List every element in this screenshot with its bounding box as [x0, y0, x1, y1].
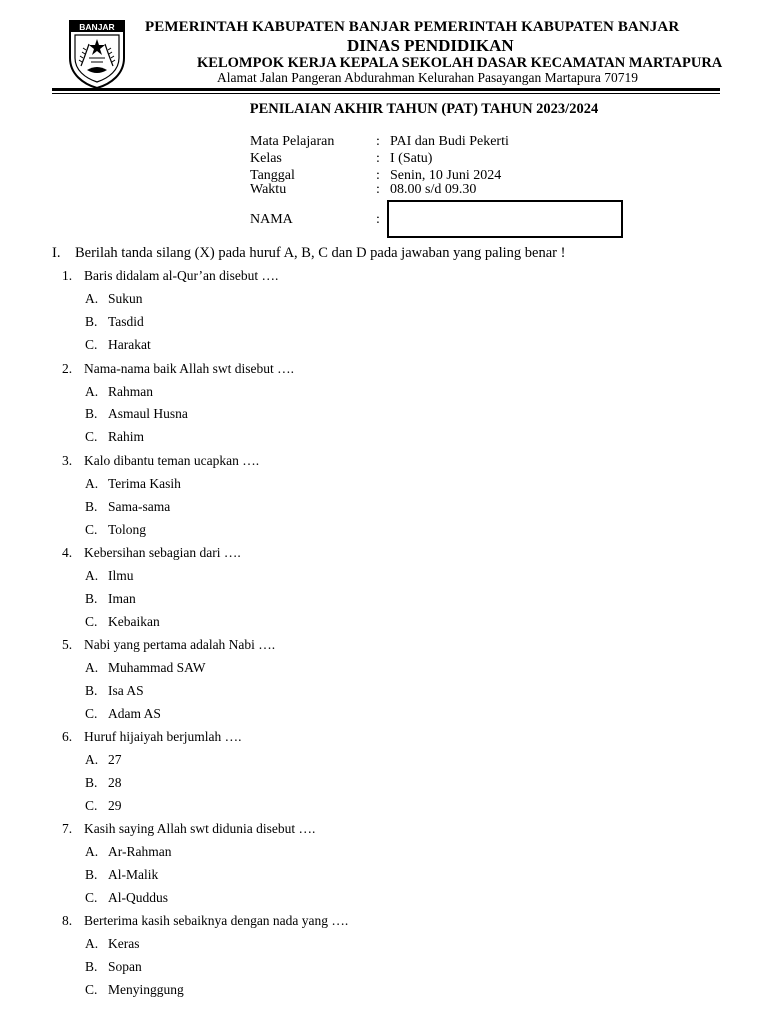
question-number: 3. [62, 453, 73, 468]
working-group-heading: KELOMPOK KERJA KEPALA SEKOLAH DASAR KECAMATAN MARTAPURA [197, 55, 723, 71]
option-text: Isa AS [108, 683, 144, 698]
question-number: 8. [62, 913, 73, 928]
option-text: Sama-sama [108, 499, 171, 514]
question-number: 2. [62, 361, 73, 376]
option-letter: C. [85, 337, 98, 352]
option-3a[interactable] [85, 476, 181, 492]
question-3 [62, 453, 259, 469]
question-7 [62, 821, 315, 837]
option-2a[interactable] [85, 384, 153, 400]
info-colon: : [376, 168, 380, 183]
info-label: Waktu [250, 182, 287, 197]
option-text: 29 [108, 798, 122, 813]
option-letter: C. [85, 614, 98, 629]
question-number: 1. [62, 268, 73, 283]
info-colon: : [376, 134, 380, 149]
option-letter: B. [85, 959, 98, 974]
question-text: Kalo dibantu teman ucapkan …. [84, 453, 260, 468]
question-2 [62, 361, 294, 377]
info-value: Senin, 10 Juni 2024 [390, 168, 502, 183]
info-label: Mata Pelajaran [250, 134, 335, 149]
option-text: Tolong [108, 522, 147, 537]
option-1c[interactable] [85, 337, 151, 353]
option-text: Iman [108, 591, 136, 606]
question-text: Nabi yang pertama adalah Nabi …. [84, 637, 276, 652]
question-text: Kasih saying Allah swt didunia disebut …. [84, 821, 316, 836]
option-text: Asmaul Husna [108, 406, 188, 421]
question-4 [62, 545, 241, 561]
exam-title [0, 101, 768, 118]
info-label: Tanggal [250, 168, 295, 183]
option-text: Kebaikan [108, 614, 160, 629]
option-1a[interactable] [85, 291, 143, 307]
option-letter: C. [85, 522, 98, 537]
option-text: Adam AS [108, 706, 161, 721]
option-8c[interactable] [85, 982, 184, 998]
option-7b[interactable] [85, 867, 158, 883]
info-value: PAI dan Budi Pekerti [390, 134, 509, 149]
government-heading: PEMERINTAH KABUPATEN BANJAR PEMERINTAH KABUPATEN BANJAR [145, 19, 680, 35]
question-6 [62, 729, 241, 745]
option-5b[interactable] [85, 683, 144, 699]
section-instruction [52, 245, 565, 262]
option-text: 28 [108, 775, 122, 790]
option-text: Keras [108, 936, 140, 951]
info-colon: : [376, 212, 380, 227]
question-number: 4. [62, 545, 73, 560]
question-1 [62, 268, 278, 284]
option-letter: C. [85, 982, 98, 997]
letterhead-rule-thin [52, 93, 720, 94]
option-5a[interactable] [85, 660, 206, 676]
option-text: Muhammad SAW [108, 660, 206, 675]
option-4c[interactable] [85, 614, 160, 630]
info-colon: : [376, 151, 380, 166]
option-4a[interactable] [85, 568, 134, 584]
option-text: 27 [108, 752, 122, 767]
logo-banner-text: BANJAR [79, 22, 115, 32]
info-label: Kelas [250, 151, 282, 166]
option-2c[interactable] [85, 429, 144, 445]
student-name-box[interactable] [387, 200, 623, 238]
option-letter: A. [85, 936, 99, 951]
option-text: Ar-Rahman [108, 844, 172, 859]
option-letter: B. [85, 591, 98, 606]
option-6c[interactable] [85, 798, 122, 814]
option-3c[interactable] [85, 522, 146, 538]
option-letter: A. [85, 568, 99, 583]
info-colon: : [376, 182, 380, 197]
section-numeral: I. [52, 245, 61, 261]
option-letter: B. [85, 775, 98, 790]
option-letter: A. [85, 291, 99, 306]
option-text: Ilmu [108, 568, 134, 583]
option-text: Rahim [108, 429, 144, 444]
option-letter: B. [85, 314, 98, 329]
option-letter: C. [85, 798, 98, 813]
agency-heading: DINAS PENDIDIKAN [347, 36, 514, 55]
question-number: 7. [62, 821, 73, 836]
option-text: Terima Kasih [108, 476, 181, 491]
question-8 [62, 913, 348, 929]
option-8a[interactable] [85, 936, 139, 952]
option-text: Harakat [108, 337, 151, 352]
option-letter: C. [85, 429, 98, 444]
option-8b[interactable] [85, 959, 142, 975]
instruction-text: Berilah tanda silang (X) pada huruf A, B, C dan D pada jawaban yang paling benar ! [75, 245, 566, 261]
option-letter: B. [85, 499, 98, 514]
option-text: Al-Quddus [108, 890, 168, 905]
option-text: Rahman [108, 384, 153, 399]
option-6a[interactable] [85, 752, 122, 768]
shield-emblem-icon [67, 18, 127, 90]
option-text: Menyinggung [108, 982, 184, 997]
question-text: Huruf hijaiyah berjumlah …. [84, 729, 242, 744]
letterhead-rule-thick [52, 88, 720, 91]
info-value: 08.00 s/d 09.30 [390, 182, 477, 197]
question-number: 5. [62, 637, 73, 652]
question-text: Nama-nama baik Allah swt disebut …. [84, 361, 294, 376]
option-7a[interactable] [85, 844, 171, 860]
option-text: Sukun [108, 291, 143, 306]
option-text: Al-Malik [108, 867, 159, 882]
option-letter: B. [85, 867, 98, 882]
banjar-regency-logo [67, 18, 127, 90]
option-2b[interactable] [85, 406, 188, 422]
option-letter: A. [85, 844, 99, 859]
question-text: Berterima kasih sebaiknya dengan nada yang …. [84, 913, 349, 928]
info-label: NAMA [250, 212, 293, 227]
question-text: Kebersihan sebagian dari …. [84, 545, 241, 560]
option-1b[interactable] [85, 314, 144, 330]
option-7c[interactable] [85, 890, 168, 906]
exam-title-text: PENILAIAN AKHIR TAHUN (PAT) TAHUN 2023/2024 [249, 101, 599, 117]
option-letter: B. [85, 683, 98, 698]
option-letter: A. [85, 752, 99, 767]
option-3b[interactable] [85, 499, 170, 515]
option-letter: B. [85, 406, 98, 421]
option-letter: C. [85, 706, 98, 721]
option-letter: A. [85, 660, 99, 675]
question-number: 6. [62, 729, 73, 744]
address-line: Alamat Jalan Pangeran Abdurahman Kelurahan Pasayangan Martapura 70719 [217, 70, 638, 85]
option-6b[interactable] [85, 775, 122, 791]
info-value: I (Satu) [390, 151, 433, 166]
question-5 [62, 637, 275, 653]
question-text: Baris didalam al-Qur’an disebut …. [84, 268, 279, 283]
option-letter: A. [85, 476, 99, 491]
option-letter: A. [85, 384, 99, 399]
option-5c[interactable] [85, 706, 161, 722]
option-text: Tasdid [108, 314, 144, 329]
option-text: Sopan [108, 959, 142, 974]
option-4b[interactable] [85, 591, 136, 607]
option-letter: C. [85, 890, 98, 905]
